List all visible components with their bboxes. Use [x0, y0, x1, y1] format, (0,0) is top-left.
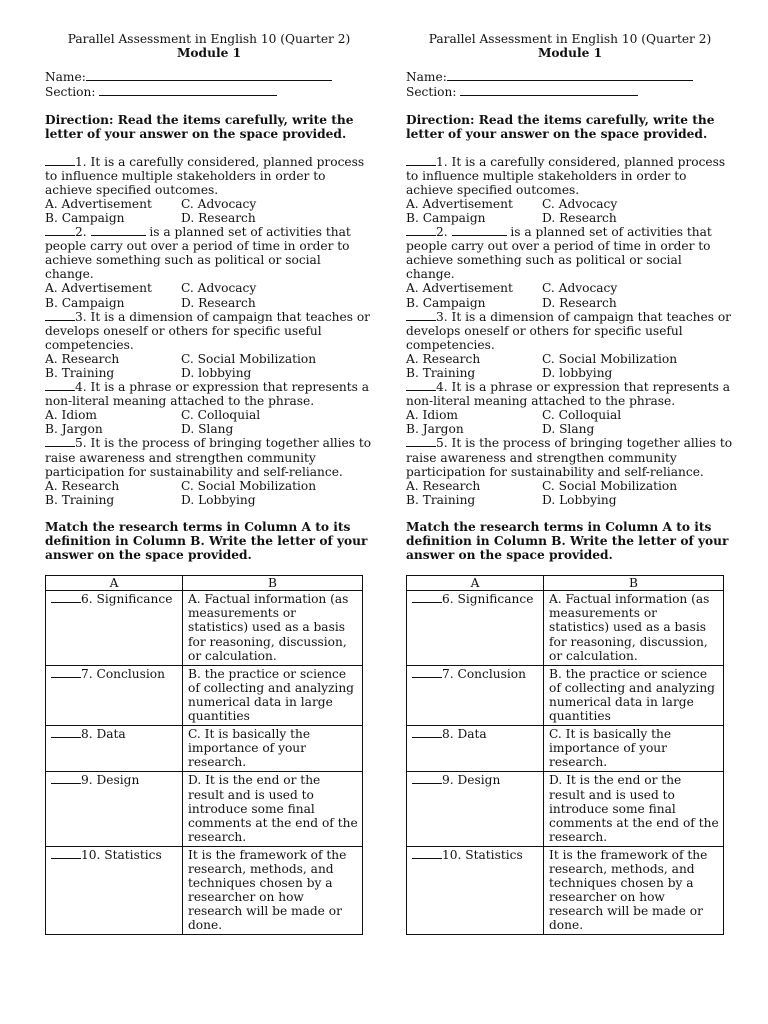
- header: [406, 32, 734, 60]
- table-row: 9. Design D. It is the end or the result and is used to introduce some final comments at the end of the research.: [46, 772, 363, 846]
- answer-blank[interactable]: [51, 727, 81, 738]
- answer-blank[interactable]: [406, 225, 436, 236]
- table-row: 7. Conclusion B. the practice or science of collecting and analyzing numerical data in large quantities: [407, 665, 724, 725]
- answer-blank[interactable]: [51, 592, 81, 603]
- question-1: 1. It is a carefully considered, planned process to influence multiple stakeholders in order to achieve specified outcomes. A. Advertisement C. Advocacy B. Campaign D. Research: [45, 155, 373, 225]
- answer-blank[interactable]: [51, 848, 81, 859]
- match-direction: Match the research terms in Column A to its definition in Column B. Write the letter of your answer on the space provided.: [45, 519, 368, 563]
- answer-blank[interactable]: [45, 380, 75, 391]
- column-b-header: B: [183, 576, 363, 591]
- name-field[interactable]: [45, 69, 373, 84]
- table-row: 10. Statistics It is the framework of the research, methods, and techniques chosen by a researcher on how research will be made or done.: [46, 846, 363, 935]
- fill-blank[interactable]: [91, 225, 146, 236]
- table-row: 9. Design D. It is the end or the result and is used to introduce some final comments at the end of the research.: [407, 772, 724, 846]
- worksheet-right: [406, 32, 734, 935]
- options: A. Advertisement C. Advocacy B. Campaign D. Research: [406, 196, 618, 225]
- module-title: Module 1: [176, 46, 242, 61]
- options: A. Advertisement C. Advocacy B. Campaign D. Research: [45, 281, 257, 310]
- question-5: 5. It is the process of bringing together allies to raise awareness and strengthen community participation for sustainability and self-reliance. A. Research C. Social Mobilization B. Training D. Lobbying: [406, 436, 733, 507]
- answer-blank[interactable]: [45, 436, 75, 447]
- name-label: Name:: [45, 70, 86, 85]
- question-5: 5. It is the process of bringing together allies to raise awareness and strengthen community participation for sustainability and self-reliance. A. Research C. Social Mobilization B. Training D. Lobbying: [45, 436, 372, 507]
- worksheet-title: Parallel Assessment in English 10 (Quarter 2): [67, 32, 351, 46]
- options: A. Research C. Social Mobilization B. Training D. Lobbying: [406, 478, 678, 507]
- answer-blank[interactable]: [412, 727, 442, 738]
- question-4: 4. It is a phrase or expression that represents a non-literal meaning attached to the phrase. A. Idiom C. Colloquial B. Jargon D. Slang: [406, 380, 734, 436]
- table-row: 6. Significance A. Factual information (as measurements or statistics) used as a basis for reasoning, discussion, or calculation.: [407, 591, 724, 665]
- answer-blank[interactable]: [412, 667, 442, 678]
- answer-blank[interactable]: [45, 155, 75, 166]
- name-field[interactable]: [406, 69, 734, 84]
- question-3: 3. It is a dimension of campaign that teaches or develops oneself or others for specific useful competencies. A. Research C. Social Mobilization B. Training D. lobbying: [406, 310, 734, 380]
- section-field[interactable]: [45, 84, 373, 99]
- section-label: Section:: [45, 85, 96, 100]
- answer-blank[interactable]: [412, 848, 442, 859]
- answer-blank[interactable]: [406, 155, 436, 166]
- module-title: Module 1: [537, 46, 603, 61]
- answer-blank[interactable]: [51, 773, 81, 784]
- options: A. Research C. Social Mobilization B. Training D. Lobbying: [45, 478, 317, 507]
- section-line[interactable]: [99, 84, 277, 96]
- question-2: 2. is a planned set of activities that people carry out over a period of time in order to achieve something such as political or social change. A. Advertisement C. Advocacy B. Campaign D. Research: [406, 225, 734, 310]
- answer-blank[interactable]: [406, 436, 436, 447]
- worksheet-left: [45, 32, 373, 935]
- options: A. Research C. Social Mobilization B. Training D. lobbying: [406, 351, 678, 380]
- answer-blank[interactable]: [412, 592, 442, 603]
- table-header-row: [407, 576, 724, 591]
- question-1: 1. It is a carefully considered, planned process to influence multiple stakeholders in order to achieve specified outcomes. A. Advertisement C. Advocacy B. Campaign D. Research: [406, 155, 734, 225]
- question-list: [406, 155, 734, 507]
- worksheet-title: Parallel Assessment in English 10 (Quarter 2): [428, 32, 712, 46]
- table-row: 6. Significance A. Factual information (as measurements or statistics) used as a basis for reasoning, discussion, or calculation.: [46, 591, 363, 665]
- name-label: Name:: [406, 70, 447, 85]
- matching-table: [406, 575, 724, 935]
- options: A. Advertisement C. Advocacy B. Campaign D. Research: [45, 196, 257, 225]
- match-direction: Match the research terms in Column A to its definition in Column B. Write the letter of your answer on the space provided.: [406, 519, 729, 563]
- matching-table: [45, 575, 363, 935]
- options: A. Idiom C. Colloquial B. Jargon D. Slang: [406, 408, 622, 437]
- column-a-header: A: [407, 576, 544, 591]
- answer-blank[interactable]: [45, 310, 75, 321]
- section-field[interactable]: [406, 84, 734, 99]
- direction-text: Direction: Read the items carefully, write the letter of your answer on the space provided.: [406, 113, 715, 142]
- name-line[interactable]: [447, 69, 693, 81]
- options: A. Idiom C. Colloquial B. Jargon D. Slang: [45, 408, 261, 437]
- answer-blank[interactable]: [45, 225, 75, 236]
- options: A. Advertisement C. Advocacy B. Campaign D. Research: [406, 281, 618, 310]
- answer-blank[interactable]: [406, 310, 436, 321]
- table-row: 7. Conclusion B. the practice or science of collecting and analyzing numerical data in large quantities: [46, 665, 363, 725]
- answer-blank[interactable]: [412, 773, 442, 784]
- question-4: 4. It is a phrase or expression that represents a non-literal meaning attached to the phrase. A. Idiom C. Colloquial B. Jargon D. Slang: [45, 380, 373, 436]
- table-row: 10. Statistics It is the framework of the research, methods, and techniques chosen by a researcher on how research will be made or done.: [407, 846, 724, 935]
- direction-text: Direction: Read the items carefully, write the letter of your answer on the space provided.: [45, 113, 354, 142]
- table-row: 8. Data C. It is basically the importance of your research.: [46, 726, 363, 772]
- name-line[interactable]: [86, 69, 332, 81]
- header: [45, 32, 373, 60]
- options: A. Research C. Social Mobilization B. Training D. lobbying: [45, 351, 317, 380]
- question-3: 3. It is a dimension of campaign that teaches or develops oneself or others for specific useful competencies. A. Research C. Social Mobilization B. Training D. lobbying: [45, 310, 373, 380]
- column-a-header: A: [46, 576, 183, 591]
- section-label: Section:: [406, 85, 457, 100]
- question-2: 2. is a planned set of activities that people carry out over a period of time in order to achieve something such as political or social change. A. Advertisement C. Advocacy B. Campaign D. Research: [45, 225, 373, 310]
- fill-blank[interactable]: [452, 225, 507, 236]
- answer-blank[interactable]: [406, 380, 436, 391]
- section-line[interactable]: [460, 84, 638, 96]
- answer-blank[interactable]: [51, 667, 81, 678]
- column-b-header: B: [544, 576, 724, 591]
- question-list: [45, 155, 373, 507]
- table-row: 8. Data C. It is basically the importance of your research.: [407, 726, 724, 772]
- table-header-row: [46, 576, 363, 591]
